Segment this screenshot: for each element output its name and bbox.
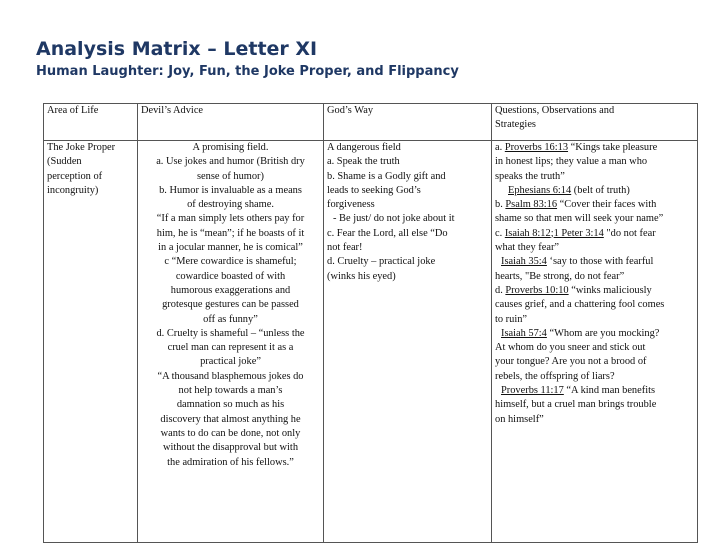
- cell-gods-way: A dangerous field a. Speak the truth b. Shame is a Godly gift and leads to seeking God’s forgiveness - Be just/ do not joke about it c. Fear the Lord, all else “Do not fear! d. Cruelty – practical joke (winks his eyed): [324, 141, 492, 543]
- scripture-ref: Isaiah 35:4: [501, 256, 547, 268]
- page-title: Analysis Matrix – Letter XI: [36, 38, 318, 60]
- table-row: [44, 141, 698, 543]
- scripture-ref: Ephesians 6:14: [508, 184, 572, 196]
- header-devils-advice: Devil’s Advice: [138, 104, 324, 141]
- cell-questions: a. Proverbs 16:13 “Kings take pleasure in honest lips; they value a man who speaks the truth” Ephesians 6:14 (belt of truth) b. Psalm 83:16 “Cover their faces with shame so that men will seek your name” c. Isaiah 8:12;1 Peter 3:14 "do not fear what they fear” Isaiah 35:4 ‘say to those with fearful hearts, "Be strong, do not fear” d. Proverbs 10:10 “winks maliciously causes grief, and a chattering fool comes to ruin” Isaiah 57:4 “Whom are you mocking? At whom do you sneer and stick out your tongue? Are you not a brood of rebels, the offspring of liars? Proverbs 11:17 “A kind man benefits himself, but a cruel man brings trouble on himself”: [492, 141, 698, 543]
- scripture-ref: Isaiah 57:4: [501, 327, 547, 339]
- devil-heading: A promising field.: [192, 142, 269, 153]
- header-questions: Questions, Observations and Strategies: [492, 104, 698, 141]
- scripture-ref: Proverbs 10:10: [505, 284, 569, 296]
- scripture-ref: 1 Peter 3:14: [553, 227, 604, 239]
- page-subtitle: Human Laughter: Joy, Fun, the Joke Proper, and Flippancy: [36, 64, 459, 79]
- scripture-ref: Proverbs 11:17: [501, 385, 564, 397]
- cell-devils-advice: A promising field. a. Use jokes and humor (British dry sense of humor) b. Humor is invaluable as a means of destroying shame. “If a man simply lets others pay for him, he is “mean”; if he boasts of it in a jocular manner, he is comical” c “Mere cowardice is shameful; cowardice boasted of with humorous exaggerations and grotesque gestures can be passed off as funny” d. Cruelty is shameful – “unless the cruel man can represent it as a practical joke” “A thousand blasphemous jokes do not help towards a man’s damnation so much as his discovery that almost anything he wants to do can be done, not only without the disapproval but with the admiration of his fellows.”: [138, 141, 324, 543]
- header-area-of-life: Area of Life: [44, 104, 138, 141]
- header-row: [44, 104, 698, 141]
- cell-area-of-life: The Joke Proper (Sudden perception of incongruity): [44, 141, 138, 543]
- scripture-ref: Psalm 83:16: [505, 199, 558, 211]
- god-heading: A dangerous field: [327, 142, 401, 153]
- analysis-matrix-table: [43, 103, 698, 543]
- scripture-ref: Isaiah 8:12: [504, 227, 551, 239]
- scripture-ref: Proverbs 16:13: [504, 142, 569, 153]
- header-gods-way: God’s Way: [324, 104, 492, 141]
